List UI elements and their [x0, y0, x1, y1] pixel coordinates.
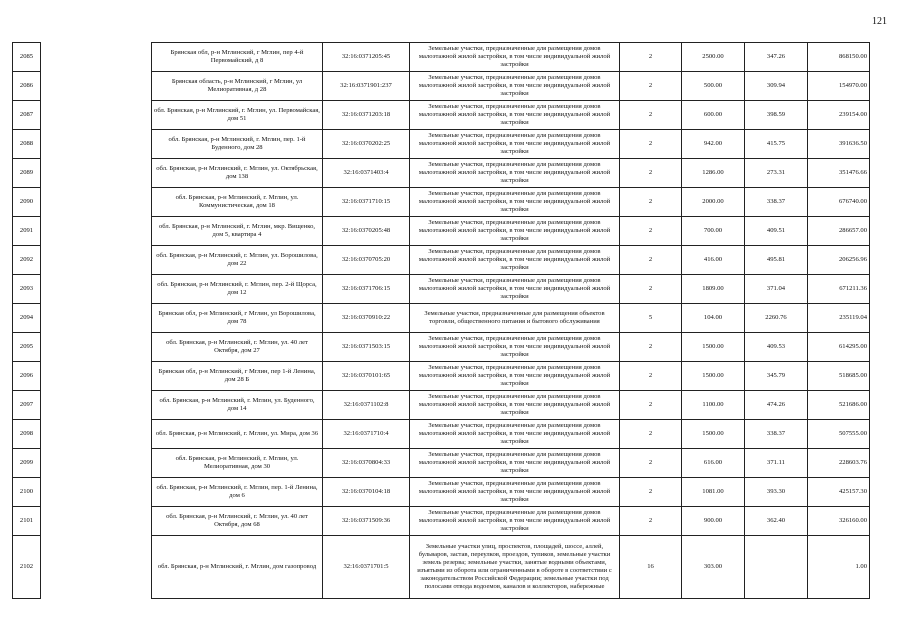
row-number-cell: 2098	[13, 420, 41, 449]
category-code-cell: 16	[620, 536, 682, 599]
cadastral-number-cell: 32:16:0371701:5	[323, 536, 410, 599]
cadastral-number-cell: 32:16:0371205:45	[323, 43, 410, 72]
unit-value-cell: 409.53	[745, 333, 808, 362]
address-cell: обл. Брянская, р-н Мглинский, г. Мглин, пер. 1-й Буденного, дом 28	[152, 130, 323, 159]
row-number-cell: 2085	[13, 43, 41, 72]
row-number-cell: 2097	[13, 391, 41, 420]
category-code-cell: 2	[620, 507, 682, 536]
category-code-cell: 2	[620, 478, 682, 507]
category-code-cell: 2	[620, 159, 682, 188]
land-use-cell: Земельные участки, предназначенные для размещения домов малоэтажной жилой застройки, в том числе индивидуальной жилой застройки	[410, 507, 620, 536]
row-number-cell: 2088	[13, 130, 41, 159]
address-cell: Брянская обл, р-н Мглинский, г Мглин, пер 4-й Первомайский, д 8	[152, 43, 323, 72]
land-use-cell: Земельные участки, предназначенные для размещения домов малоэтажной жилой застройки, в том числе индивидуальной жилой застройки	[410, 420, 620, 449]
table-row	[13, 72, 870, 101]
land-use-cell: Земельные участки, предназначенные для размещения домов малоэтажной жилой застройки, в том числе индивидуальной жилой застройки	[410, 449, 620, 478]
spacer-cell	[41, 43, 152, 72]
cadastral-number-cell: 32:16:0370104:18	[323, 478, 410, 507]
land-use-cell: Земельные участки, предназначенные для размещения домов малоэтажной жилой застройки, в том числе индивидуальной жилой застройки	[410, 275, 620, 304]
category-code-cell: 2	[620, 217, 682, 246]
address-cell: обл. Брянская, р-н Мглинский, г. Мглин, ул. 40 лет Октября, дом 68	[152, 507, 323, 536]
address-cell: обл. Брянская, р-н Мглинский, г. Мглин, ул. Ворошилова, дом 22	[152, 246, 323, 275]
spacer-cell	[41, 159, 152, 188]
address-cell: обл. Брянская, р-н Мглинский, г. Мглин, ул. Первомайская, дом 51	[152, 101, 323, 130]
area-cell: 303.00	[682, 536, 745, 599]
table-row	[13, 507, 870, 536]
area-cell: 700.00	[682, 217, 745, 246]
cadastral-value-cell: 1.00	[808, 536, 870, 599]
area-cell: 900.00	[682, 507, 745, 536]
category-code-cell: 2	[620, 449, 682, 478]
cadastral-number-cell: 32:16:0371403:4	[323, 159, 410, 188]
address-cell: обл. Брянская, р-н Мглинский, г. Мглин, ул. Коммунистическая, дом 18	[152, 188, 323, 217]
cadastral-value-cell: 518685.00	[808, 362, 870, 391]
category-code-cell: 2	[620, 333, 682, 362]
category-code-cell: 5	[620, 304, 682, 333]
spacer-cell	[41, 275, 152, 304]
spacer-cell	[41, 478, 152, 507]
land-use-cell: Земельные участки улиц, проспектов, площадей, шоссе, аллей, бульваров, застав, переулков, проездов, тупиков, земельные участки земель резерва; земельные участки, занятые водными объектами, изъятыми из оборота или ограниченными в обороте в соответствии с законодательством Российской Федерации; земельные участки под полосами отвода водоемов, каналов и коллекторов, набережные	[410, 536, 620, 599]
table-row	[13, 130, 870, 159]
cadastral-number-cell: 32:16:0371503:15	[323, 333, 410, 362]
table-row	[13, 246, 870, 275]
spacer-cell	[41, 507, 152, 536]
land-use-cell: Земельные участки, предназначенные для размещения домов малоэтажной жилой застройки, в том числе индивидуальной жилой застройки	[410, 72, 620, 101]
row-number-cell: 2101	[13, 507, 41, 536]
category-code-cell: 2	[620, 130, 682, 159]
area-cell: 2500.00	[682, 43, 745, 72]
cadastral-value-cell: 206256.96	[808, 246, 870, 275]
land-use-cell: Земельные участки, предназначенные для размещения домов малоэтажной жилой застройки, в том числе индивидуальной жилой застройки	[410, 43, 620, 72]
unit-value-cell: 338.37	[745, 420, 808, 449]
cadastral-value-cell: 286657.00	[808, 217, 870, 246]
row-number-cell: 2086	[13, 72, 41, 101]
spacer-cell	[41, 246, 152, 275]
table-row	[13, 420, 870, 449]
cadastral-value-cell: 391636.50	[808, 130, 870, 159]
category-code-cell: 2	[620, 420, 682, 449]
cadastral-number-cell: 32:16:0371102:8	[323, 391, 410, 420]
cadastral-number-cell: 32:16:0370101:65	[323, 362, 410, 391]
row-number-cell: 2087	[13, 101, 41, 130]
table-row	[13, 478, 870, 507]
area-cell: 104.00	[682, 304, 745, 333]
address-cell: обл. Брянская, р-н Мглинский, г. Мглин, пер. 2-й Щорса, дом 12	[152, 275, 323, 304]
table-row	[13, 362, 870, 391]
table-row	[13, 391, 870, 420]
address-cell: обл. Брянская, р-н Мглинский, г. Мглин, ул. Мира, дом 36	[152, 420, 323, 449]
area-cell: 416.00	[682, 246, 745, 275]
cadastral-number-cell: 32:16:0370910:22	[323, 304, 410, 333]
area-cell: 1809.00	[682, 275, 745, 304]
spacer-cell	[41, 536, 152, 599]
row-number-cell: 2092	[13, 246, 41, 275]
spacer-cell	[41, 188, 152, 217]
address-cell: Брянская область, р-н Мглинский, г Мглин, ул Мелиоративная, д 28	[152, 72, 323, 101]
table-row	[13, 188, 870, 217]
cadastral-value-cell: 239154.00	[808, 101, 870, 130]
row-number-cell: 2091	[13, 217, 41, 246]
category-code-cell: 2	[620, 188, 682, 217]
row-number-cell: 2094	[13, 304, 41, 333]
land-use-cell: Земельные участки, предназначенные для размещения домов малоэтажной жилой застройки, в том числе индивидуальной жилой застройки	[410, 159, 620, 188]
address-cell: обл. Брянская, р-н Мглинский, г. Мглин, дом газопровод	[152, 536, 323, 599]
table-row	[13, 333, 870, 362]
category-code-cell: 2	[620, 101, 682, 130]
land-use-cell: Земельные участки, предназначенные для размещения домов малоэтажной жилой застройки, в том числе индивидуальной жилой застройки	[410, 333, 620, 362]
unit-value-cell: 409.51	[745, 217, 808, 246]
cadastral-number-cell: 32:16:0371203:18	[323, 101, 410, 130]
row-number-cell: 2095	[13, 333, 41, 362]
cadastral-number-cell: 32:16:0371509:36	[323, 507, 410, 536]
address-cell: Брянская обл, р-н Мглинский, г Мглин, ул Ворошилова, дом 78	[152, 304, 323, 333]
table-row	[13, 304, 870, 333]
address-cell: обл. Брянская, р-н Мглинский, г. Мглин, мкр. Вищенко, дом 5, квартира 4	[152, 217, 323, 246]
area-cell: 1100.00	[682, 391, 745, 420]
row-number-cell: 2102	[13, 536, 41, 599]
category-code-cell: 2	[620, 72, 682, 101]
cadastral-value-cell: 521686.00	[808, 391, 870, 420]
unit-value-cell: 371.11	[745, 449, 808, 478]
unit-value-cell: 345.79	[745, 362, 808, 391]
row-number-cell: 2096	[13, 362, 41, 391]
spacer-cell	[41, 362, 152, 391]
area-cell: 2000.00	[682, 188, 745, 217]
row-number-cell: 2090	[13, 188, 41, 217]
land-use-cell: Земельные участки, предназначенные для размещения домов малоэтажной жилой застройки, в том числе индивидуальной жилой застройки	[410, 246, 620, 275]
unit-value-cell: 309.94	[745, 72, 808, 101]
cadastral-number-cell: 32:16:0370804:33	[323, 449, 410, 478]
category-code-cell: 2	[620, 275, 682, 304]
cadastral-number-cell: 32:16:0370205:48	[323, 217, 410, 246]
category-code-cell: 2	[620, 391, 682, 420]
land-use-cell: Земельные участки, предназначенные для размещения домов малоэтажной жилой застройки, в том числе индивидуальной жилой застройки	[410, 188, 620, 217]
unit-value-cell: 371.04	[745, 275, 808, 304]
cadastral-value-cell: 228603.76	[808, 449, 870, 478]
land-use-cell: Земельные участки, предназначенные для размещения домов малоэтажной жилой застройки, в том числе индивидуальной жилой застройки	[410, 101, 620, 130]
area-cell: 1500.00	[682, 362, 745, 391]
row-number-cell: 2100	[13, 478, 41, 507]
spacer-cell	[41, 420, 152, 449]
spacer-cell	[41, 217, 152, 246]
unit-value-cell: 474.26	[745, 391, 808, 420]
cadastral-value-cell: 676740.00	[808, 188, 870, 217]
unit-value-cell: 347.26	[745, 43, 808, 72]
cadastral-value-cell: 868150.00	[808, 43, 870, 72]
row-number-cell: 2099	[13, 449, 41, 478]
land-use-cell: Земельные участки, предназначенные для размещения домов малоэтажной жилой застройки, в том числе индивидуальной жилой застройки	[410, 217, 620, 246]
table-row	[13, 101, 870, 130]
unit-value-cell: 415.75	[745, 130, 808, 159]
table-body	[13, 43, 870, 599]
address-cell: обл. Брянская, р-н Мглинский, г. Мглин, ул. Буденного, дом 14	[152, 391, 323, 420]
unit-value-cell: 393.30	[745, 478, 808, 507]
cadastral-value-cell: 425157.30	[808, 478, 870, 507]
area-cell: 1081.00	[682, 478, 745, 507]
cadastral-value-cell: 671211.36	[808, 275, 870, 304]
spacer-cell	[41, 333, 152, 362]
address-cell: Брянская обл, р-н Мглинский, г Мглин, пер 1-й Ленина, дом 28 Б	[152, 362, 323, 391]
cadastral-number-cell: 32:16:0371710:15	[323, 188, 410, 217]
land-use-cell: Земельные участки, предназначенные для размещения домов малоэтажной жилой застройки, в том числе индивидуальной жилой застройки	[410, 130, 620, 159]
area-cell: 1500.00	[682, 333, 745, 362]
area-cell: 616.00	[682, 449, 745, 478]
table-row	[13, 159, 870, 188]
table-row	[13, 43, 870, 72]
land-registry-table	[12, 42, 870, 599]
unit-value-cell: 362.40	[745, 507, 808, 536]
spacer-cell	[41, 449, 152, 478]
area-cell: 942.00	[682, 130, 745, 159]
table-row	[13, 275, 870, 304]
table-row	[13, 217, 870, 246]
address-cell: обл. Брянская, р-н Мглинский, г. Мглин, ул. 40 лет Октября, дом 27	[152, 333, 323, 362]
address-cell: обл. Брянская, р-н Мглинский, г. Мглин, ул. Октябрьская, дом 138	[152, 159, 323, 188]
cadastral-number-cell: 32:16:0370705:20	[323, 246, 410, 275]
cadastral-value-cell: 235119.04	[808, 304, 870, 333]
area-cell: 600.00	[682, 101, 745, 130]
cadastral-value-cell: 351476.66	[808, 159, 870, 188]
cadastral-number-cell: 32:16:0370202:25	[323, 130, 410, 159]
category-code-cell: 2	[620, 362, 682, 391]
land-use-cell: Земельные участки, предназначенные для размещения домов малоэтажной жилой застройки, в том числе индивидуальной жилой застройки	[410, 362, 620, 391]
page-number: 121	[872, 16, 887, 27]
cadastral-value-cell: 326160.00	[808, 507, 870, 536]
unit-value-cell: 338.37	[745, 188, 808, 217]
table-row	[13, 449, 870, 478]
table-row	[13, 536, 870, 599]
unit-value-cell	[745, 536, 808, 599]
unit-value-cell: 2260.76	[745, 304, 808, 333]
address-cell: обл. Брянская, р-н Мглинский, г. Мглин, пер. 1-й Ленина, дом 6	[152, 478, 323, 507]
area-cell: 1500.00	[682, 420, 745, 449]
row-number-cell: 2093	[13, 275, 41, 304]
spacer-cell	[41, 304, 152, 333]
cadastral-value-cell: 154970.00	[808, 72, 870, 101]
land-use-cell: Земельные участки, предназначенные для размещения объектов торговли, общественного питания и бытового обслуживания	[410, 304, 620, 333]
category-code-cell: 2	[620, 43, 682, 72]
spacer-cell	[41, 101, 152, 130]
cadastral-value-cell: 507555.00	[808, 420, 870, 449]
land-use-cell: Земельные участки, предназначенные для размещения домов малоэтажной жилой застройки, в том числе индивидуальной жилой застройки	[410, 478, 620, 507]
cadastral-value-cell: 614295.00	[808, 333, 870, 362]
unit-value-cell: 398.59	[745, 101, 808, 130]
cadastral-number-cell: 32:16:0371706:15	[323, 275, 410, 304]
unit-value-cell: 495.81	[745, 246, 808, 275]
spacer-cell	[41, 391, 152, 420]
cadastral-number-cell: 32:16:0371901:237	[323, 72, 410, 101]
address-cell: обл. Брянская, р-н Мглинский, г. Мглин, ул. Мелиоративная, дом 30	[152, 449, 323, 478]
row-number-cell: 2089	[13, 159, 41, 188]
area-cell: 500.00	[682, 72, 745, 101]
land-use-cell: Земельные участки, предназначенные для размещения домов малоэтажной жилой застройки, в том числе индивидуальной жилой застройки	[410, 391, 620, 420]
category-code-cell: 2	[620, 246, 682, 275]
unit-value-cell: 273.31	[745, 159, 808, 188]
spacer-cell	[41, 72, 152, 101]
area-cell: 1286.00	[682, 159, 745, 188]
spacer-cell	[41, 130, 152, 159]
cadastral-number-cell: 32:16:0371710:4	[323, 420, 410, 449]
